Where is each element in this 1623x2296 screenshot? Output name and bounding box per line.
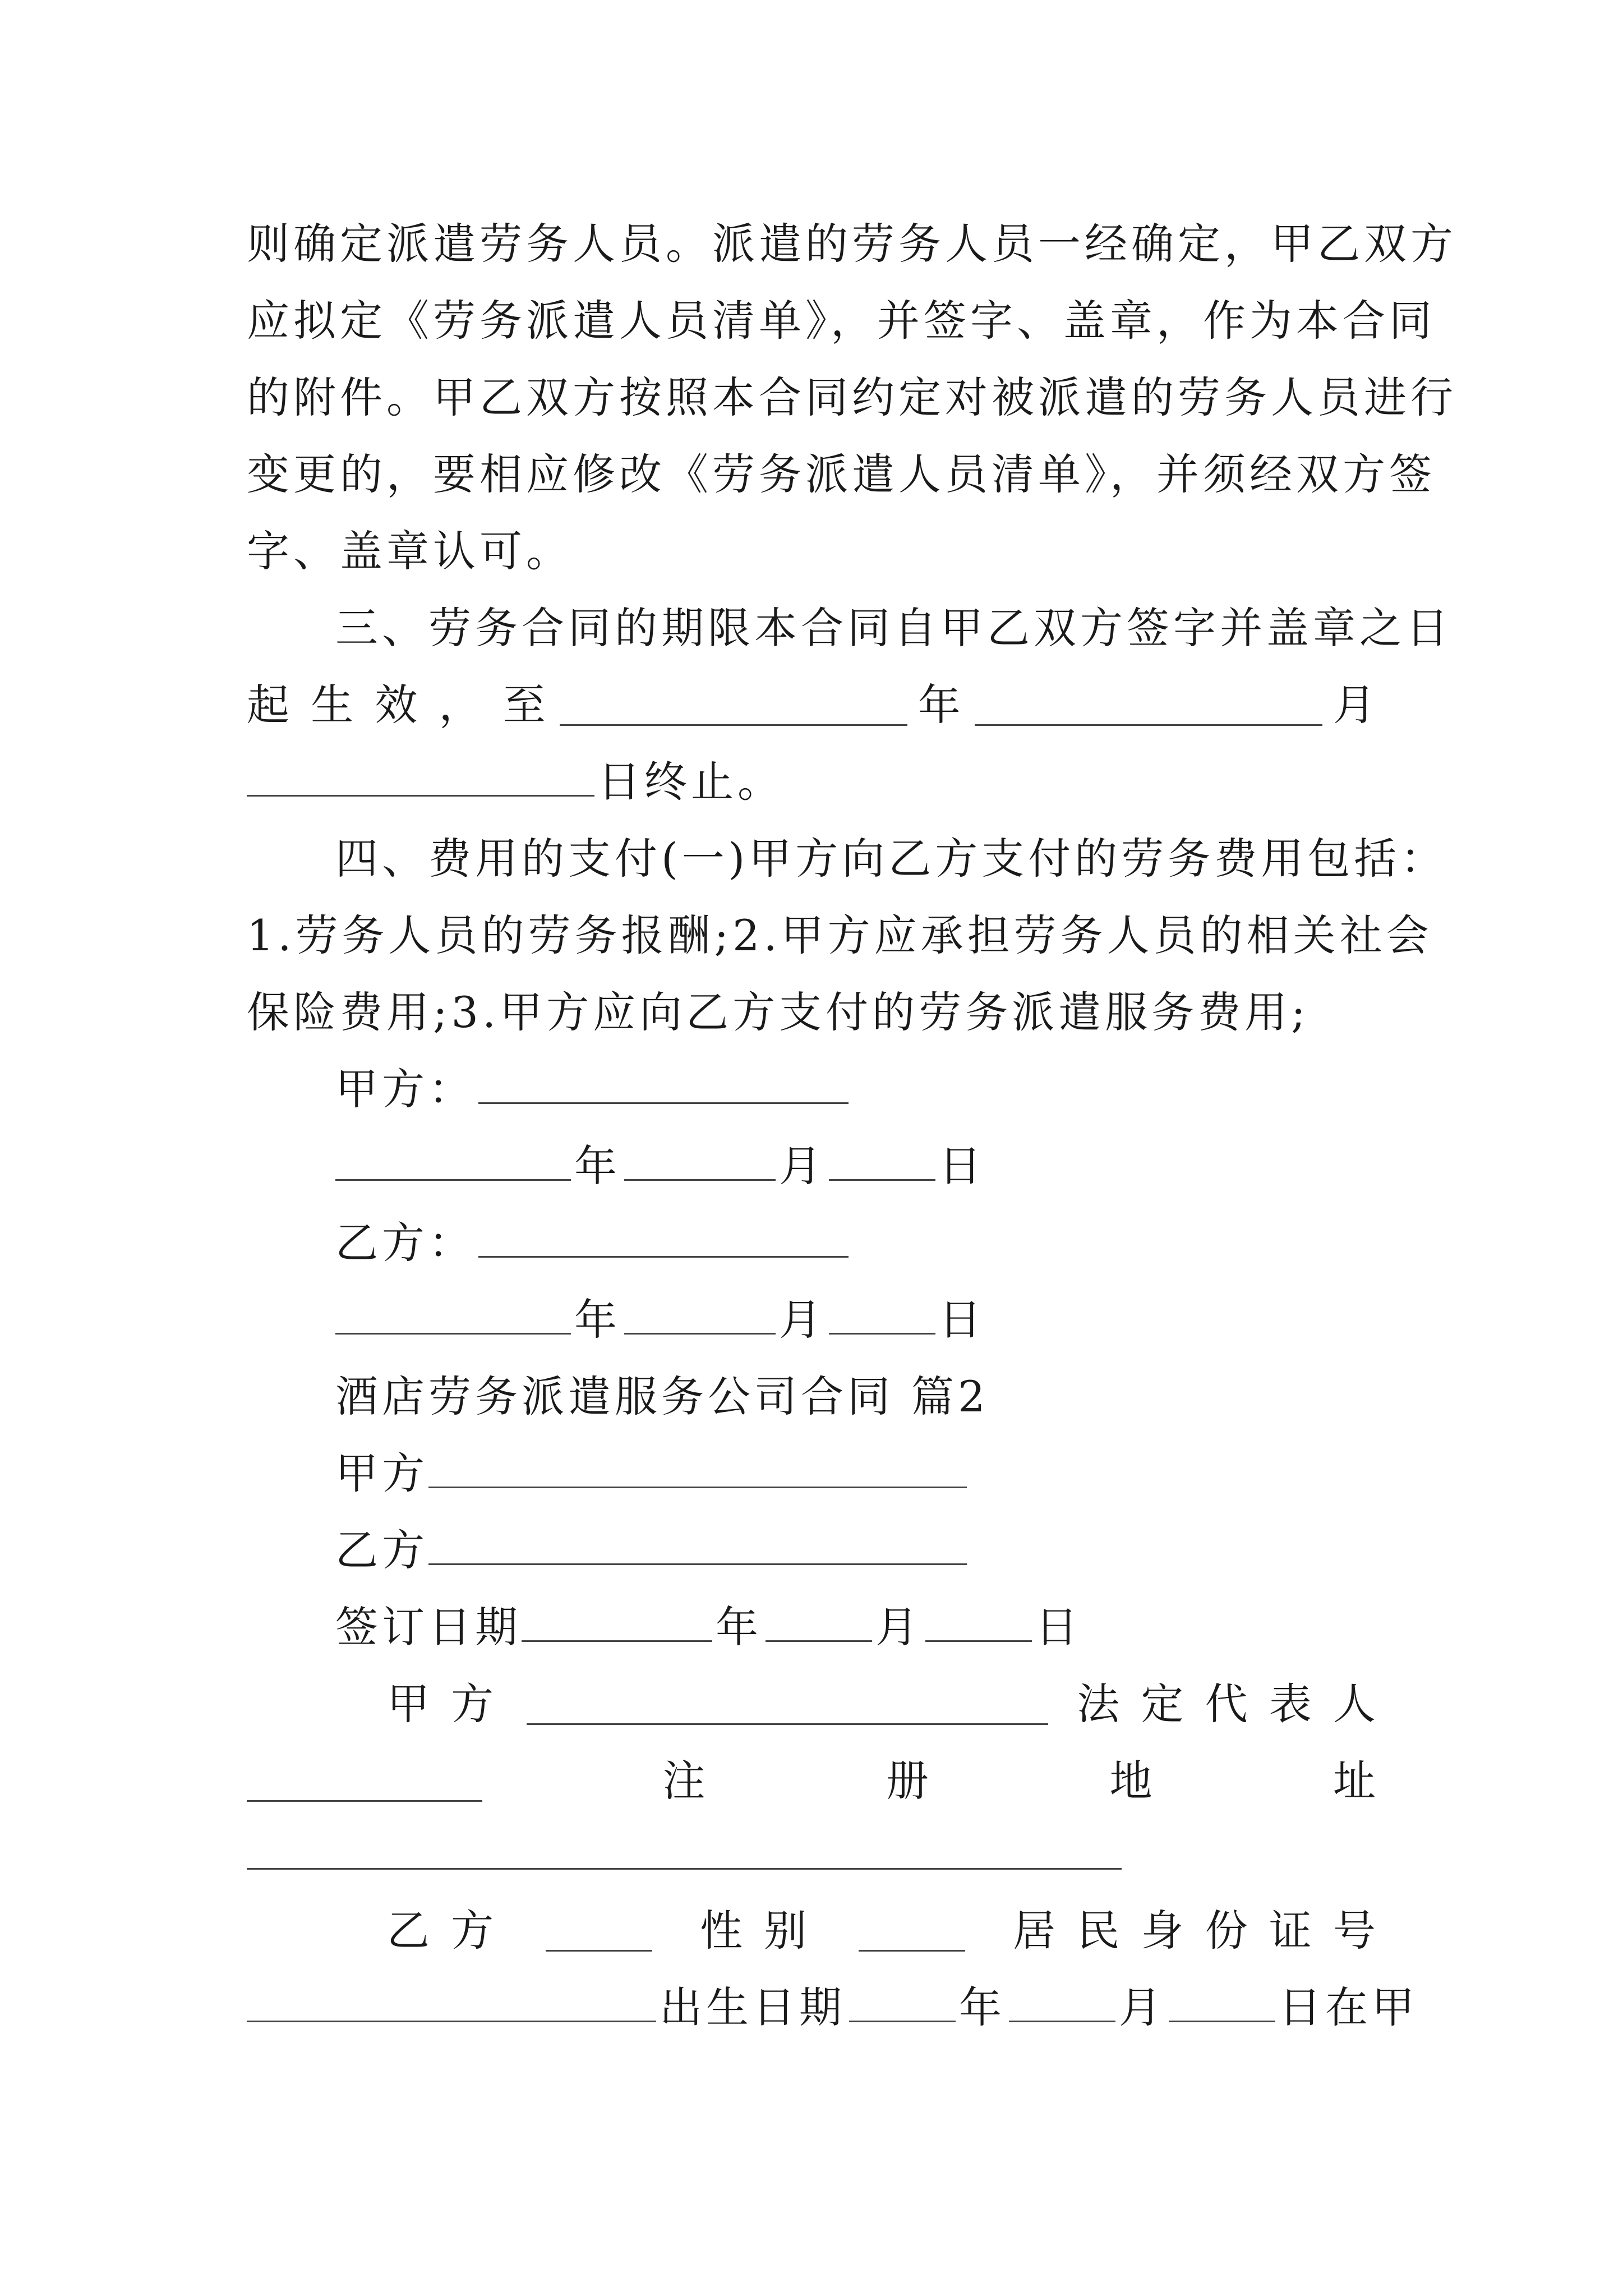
month-blank[interactable]: [624, 1294, 776, 1335]
day-label: 日: [939, 1141, 985, 1191]
year-blank[interactable]: [849, 1981, 956, 2022]
id-number-label: 居 民 身 份 证 号: [1013, 1906, 1380, 1955]
contract2-party-b: [335, 1522, 970, 1579]
party-a-signature: [335, 1061, 852, 1117]
section4-heading: 四、费用的支付(一)甲方向乙方支付的劳务费用包括：: [335, 834, 1447, 884]
year-blank[interactable]: [335, 1140, 571, 1181]
contract2-party-a: [335, 1446, 970, 1502]
party-b-blank[interactable]: [478, 1217, 849, 1258]
party-a-blank[interactable]: [428, 1447, 967, 1488]
day-label: 日: [1035, 1602, 1082, 1652]
month-label: 月: [779, 1141, 826, 1191]
party-a-label: 甲方: [335, 1448, 428, 1498]
party-a-blank[interactable]: [478, 1063, 849, 1104]
year-label: 年: [716, 1602, 762, 1652]
year-blank[interactable]: [335, 1294, 571, 1335]
month-blank[interactable]: [766, 1601, 872, 1642]
end-text: 日终止。: [598, 757, 784, 807]
party-a-date: [335, 1138, 985, 1194]
party-a-label: 甲 方: [387, 1679, 498, 1729]
year-label: 年: [959, 1982, 1006, 2032]
month-label: 月: [779, 1295, 826, 1345]
year-blank[interactable]: [560, 685, 907, 726]
gender-label: 性 别: [700, 1906, 811, 1955]
reg-addr-char: 册: [886, 1756, 933, 1806]
legal-rep-blank[interactable]: [247, 1761, 482, 1802]
gender-blank[interactable]: [859, 1911, 965, 1952]
party-b-label: 乙方: [335, 1525, 428, 1575]
reg-address-line: [247, 1753, 1380, 1809]
sign-date-label: 签订日期: [335, 1602, 522, 1652]
party-b-date: [335, 1292, 985, 1348]
month-blank[interactable]: [624, 1140, 776, 1181]
paragraph-line: 字、盖章认可。: [247, 526, 573, 576]
party-b-blank[interactable]: [546, 1911, 652, 1952]
id-number-blank[interactable]: [247, 1981, 656, 2022]
year-label: 年: [574, 1295, 621, 1345]
month-blank[interactable]: [975, 685, 1322, 726]
month-label: 月: [1332, 680, 1380, 730]
month-label: 月: [1119, 1982, 1165, 2032]
paragraph-line: 的附件。甲乙双方按照本合同约定对被派遣的劳务人员进行: [247, 372, 1457, 422]
reg-address-blank[interactable]: [247, 1868, 1122, 1870]
day-blank[interactable]: [829, 1294, 935, 1335]
day-blank[interactable]: [925, 1601, 1032, 1642]
month-label: 月: [875, 1602, 922, 1652]
party-b-signature: [335, 1215, 852, 1271]
birth-date-line: [247, 1980, 1418, 2036]
day-blank[interactable]: [829, 1140, 935, 1181]
section4-line: 1.劳务人员的劳务报酬;2.甲方应承担劳务人员的相关社会: [247, 910, 1433, 960]
day-blank[interactable]: [247, 756, 594, 797]
year-label: 年: [574, 1141, 621, 1191]
section4-line: 保险费用;3.甲方应向乙方支付的劳务派遣服务费用;: [247, 987, 1310, 1037]
legal-rep-label: 法 定 代 表 人: [1077, 1679, 1380, 1729]
party-b-label: 乙方：: [335, 1218, 475, 1268]
section3-end-line: [247, 754, 784, 810]
month-blank[interactable]: [1009, 1981, 1115, 2022]
reg-addr-char: 址: [1333, 1756, 1380, 1806]
contract2-title: 酒店劳务派遣服务公司合同 篇2: [335, 1372, 989, 1421]
paragraph-line: 变更的，要相应修改《劳务派遣人员清单》，并须经双方签: [247, 449, 1436, 499]
year-label: 年: [917, 680, 965, 730]
contract2-sign-date: [335, 1599, 1082, 1655]
party-b-blank[interactable]: [428, 1524, 967, 1565]
party-b-label: 乙 方: [387, 1906, 498, 1955]
party-a-legal-rep-line: [387, 1676, 1380, 1732]
reg-addr-char: 注: [662, 1756, 709, 1806]
reg-addr-char: 地: [1109, 1756, 1156, 1806]
day-label: 日: [939, 1295, 985, 1345]
party-b-info-line: [387, 1903, 1380, 1959]
paragraph-line: 则确定派遣劳务人员。派遣的劳务人员一经确定，甲乙双方: [247, 219, 1457, 269]
birth-date-label: 出生日期: [660, 1982, 846, 2032]
paragraph-line: 应拟定《劳务派遣人员清单》，并签字、盖章，作为本合同: [247, 296, 1436, 346]
year-blank[interactable]: [522, 1601, 712, 1642]
section3-date-line: [247, 677, 1380, 733]
party-a-label: 甲方：: [335, 1064, 475, 1114]
tail-text: 日在甲: [1279, 1982, 1418, 2032]
section3-heading: 三、劳务合同的期限本合同自甲乙双方签字并盖章之日: [335, 603, 1453, 653]
party-a-blank[interactable]: [527, 1684, 1048, 1725]
day-blank[interactable]: [1169, 1981, 1275, 2022]
effective-text: 起 生 效 ， 至: [247, 680, 550, 730]
